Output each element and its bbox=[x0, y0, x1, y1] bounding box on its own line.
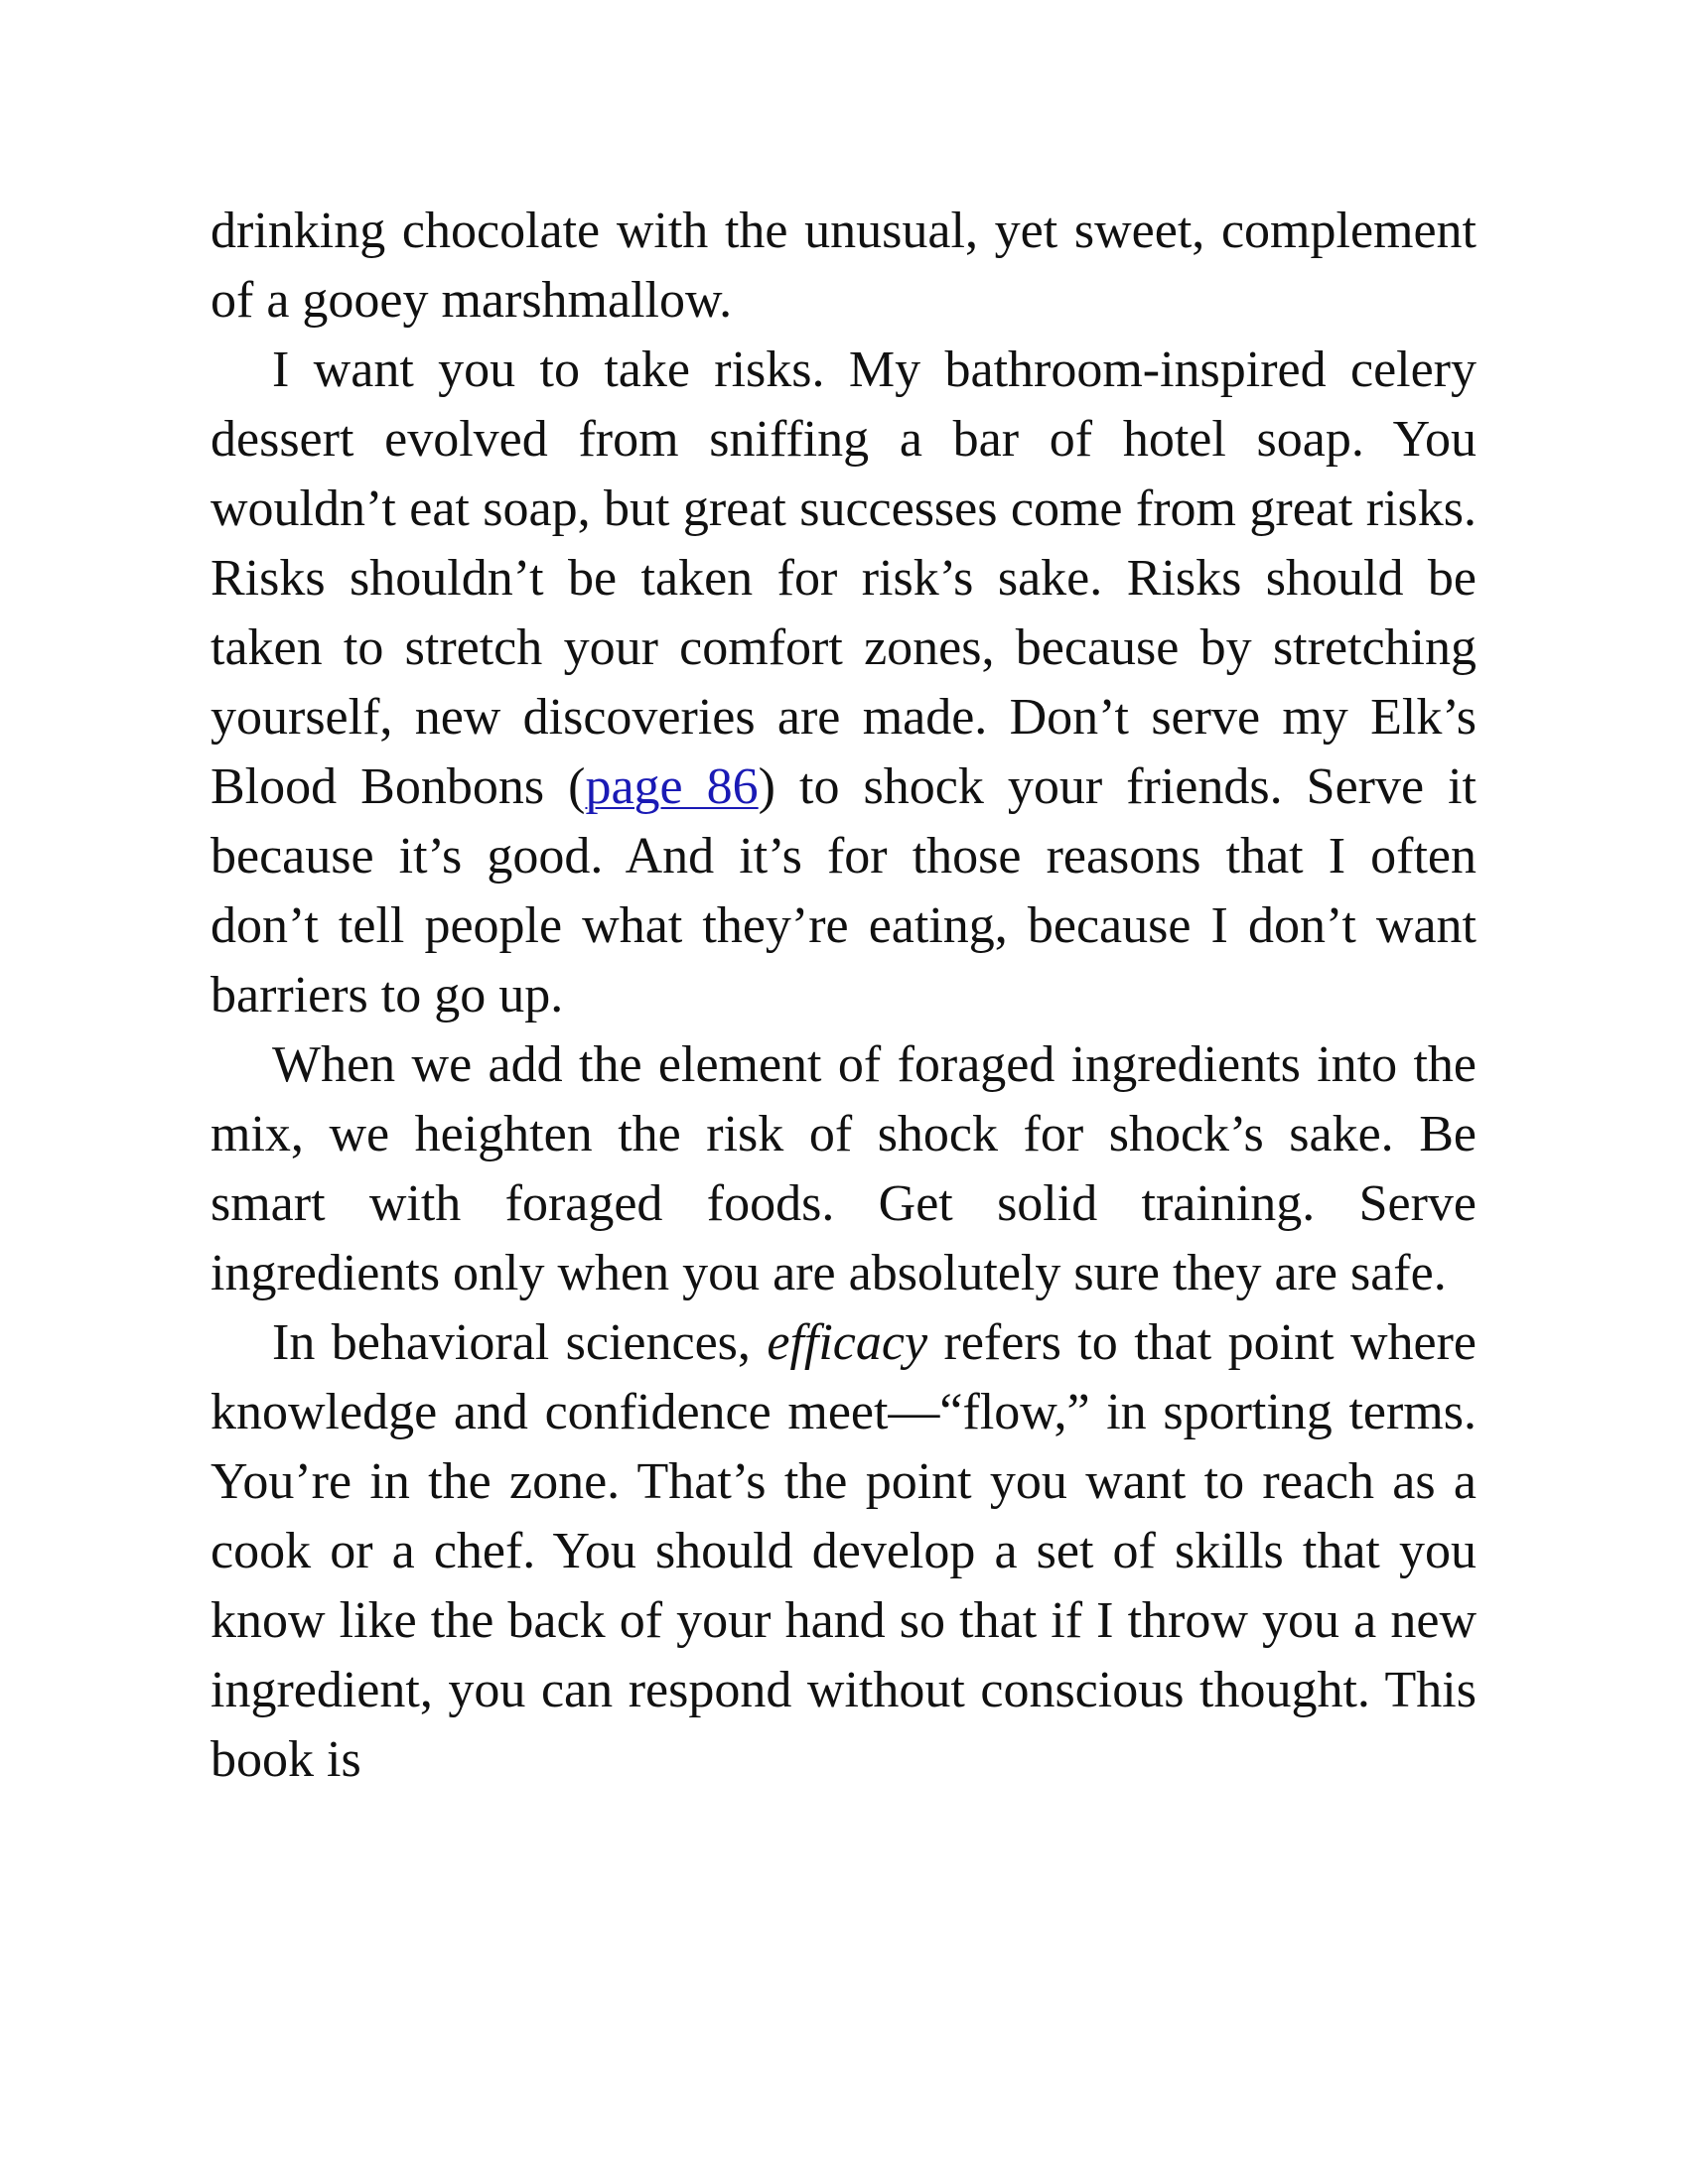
paragraph-text: I want you to take risks. My bathroom-inspired celery dessert evolved from sniffing a bar of hotel soap. You wouldn’t eat soap, but great successes come from great risks. Risks shouldn’t be taken for risk’s sake. Risks should be taken to stretch your comfort zones, because by stretching yourself, new discoveries are made. Don’t serve my Elk’s Blood Bonbons ( bbox=[211, 341, 1477, 815]
paragraph-efficacy bbox=[211, 1308, 1477, 1795]
paragraph-text: In behavioral sciences, bbox=[272, 1314, 768, 1371]
paragraph-continuation: drinking chocolate with the unusual, yet sweet, complement of a gooey marshmallow. bbox=[211, 203, 1477, 329]
page-reference-link[interactable]: page 86 bbox=[585, 758, 759, 815]
paragraph-risks bbox=[211, 336, 1477, 1030]
book-page-body bbox=[211, 197, 1477, 1795]
paragraph-text: ) to shock your friends. Serve it because it’s good. And it’s for those reasons that I often don’t tell people what they’re eating, because I don’t want barriers to go up. bbox=[211, 758, 1477, 1024]
emphasized-term: efficacy bbox=[767, 1314, 928, 1371]
paragraph-foraged-ingredients: When we add the element of foraged ingredients into the mix, we heighten the risk of shock for shock’s sake. Be smart with foraged foods. Get solid training. Serve ingredients only when you are absolutely sure they are safe. bbox=[211, 1036, 1477, 1301]
paragraph-text: refers to that point where knowledge and confidence meet—“flow,” in sporting terms. You’re in the zone. That’s the point you want to reach as a cook or a chef. You should develop a set of skills that you know like the back of your hand so that if I throw you a new ingredient, you can respond without conscious thought. This book is bbox=[211, 1314, 1477, 1788]
